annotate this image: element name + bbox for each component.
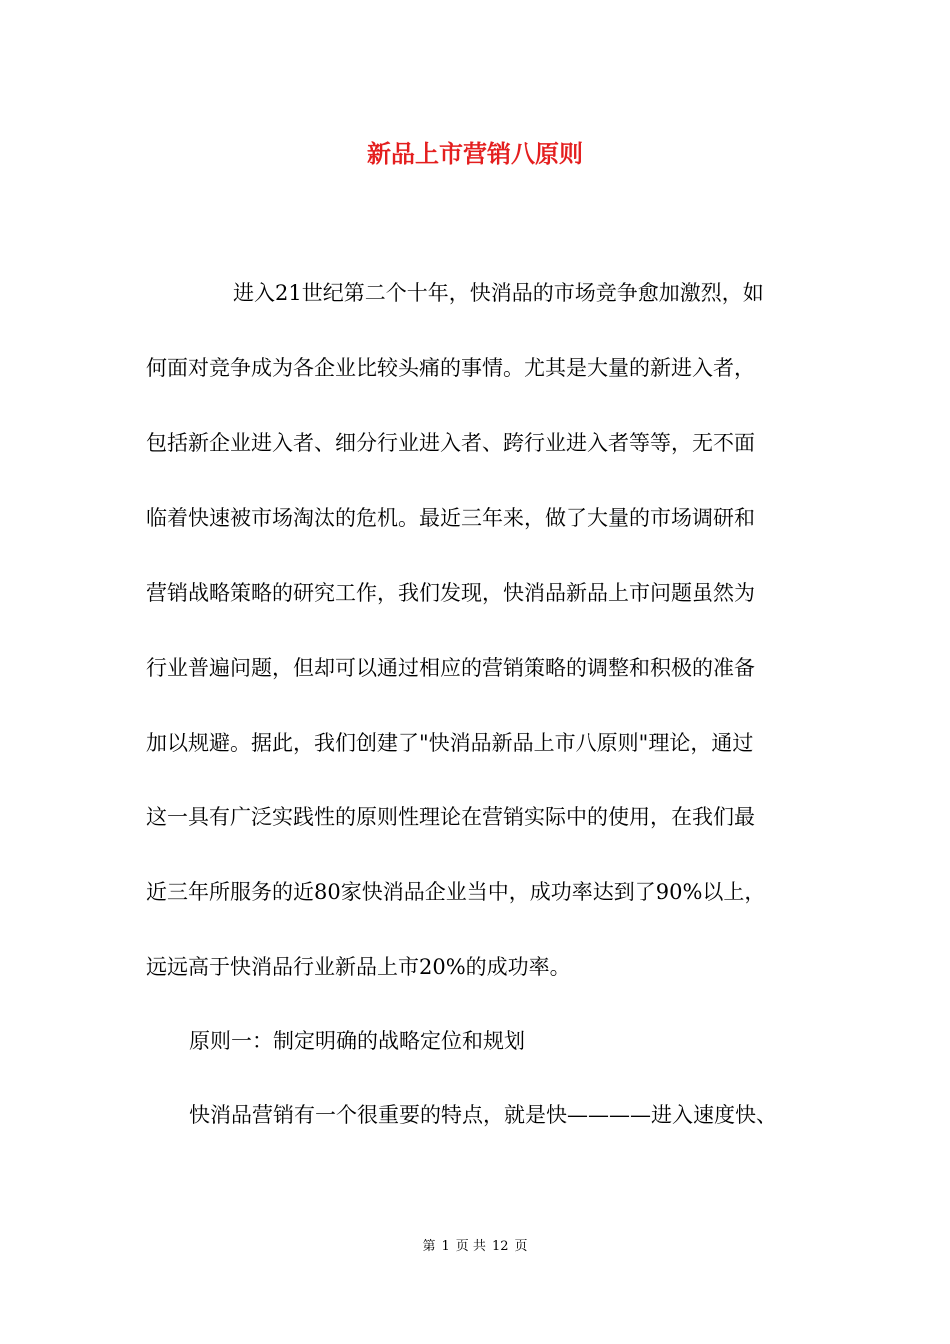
- footer-page-number: 1: [441, 1239, 450, 1254]
- paragraph-line: 加以规避。据此，我们创建了"快消品新品上市八原则"理论，通过: [146, 731, 754, 755]
- footer-prefix: 第: [422, 1239, 436, 1254]
- section-heading: 原则一：制定明确的战略定位和规划: [189, 1029, 525, 1053]
- footer-suffix: 页: [514, 1239, 528, 1254]
- page-footer: [0, 1237, 950, 1257]
- paragraph-line: 营销战略策略的研究工作，我们发现，快消品新品上市问题虽然为: [146, 581, 755, 605]
- paragraph-line: 快消品营销有一个很重要的特点，就是快————进入速度快、: [189, 1103, 777, 1127]
- paragraph-line: 行业普遍问题，但却可以通过相应的营销策略的调整和积极的准备: [146, 656, 755, 680]
- paragraph-line: 远远高于快消品行业新品上市20%的成功率。: [146, 955, 571, 979]
- footer-middle: 页 共: [455, 1239, 486, 1254]
- document-title: 新品上市营销八原则: [367, 139, 583, 168]
- paragraph-line: 临着快速被市场淘汰的危机。最近三年来，做了大量的市场调研和: [146, 506, 755, 530]
- paragraph-line: 近三年所服务的近80家快消品企业当中，成功率达到了90%以上，: [146, 880, 766, 904]
- paragraph-line: 进入21世纪第二个十年，快消品的市场竞争愈加激烈，如: [233, 281, 764, 305]
- paragraph-line: 包括新企业进入者、细分行业进入者、跨行业进入者等等，无不面: [146, 431, 755, 455]
- paragraph-line: 何面对竞争成为各企业比较头痛的事情。尤其是大量的新进入者，: [146, 356, 755, 380]
- paragraph-line: 这一具有广泛实践性的原则性理论在营销实际中的使用，在我们最: [146, 805, 755, 829]
- footer-page-total: 12: [491, 1239, 509, 1254]
